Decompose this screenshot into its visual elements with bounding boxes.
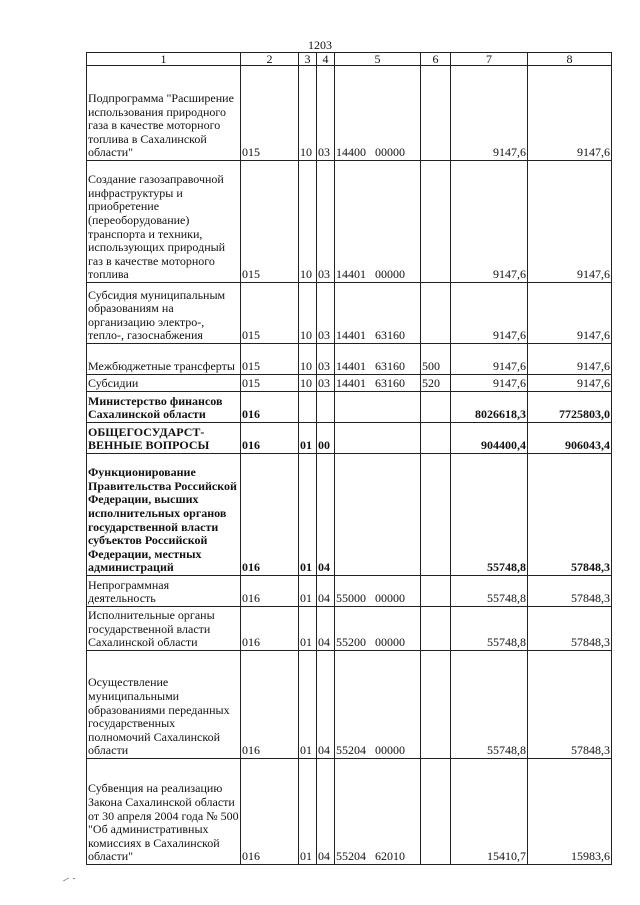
row-name-cell: Субсидии bbox=[87, 375, 241, 392]
header-cell: 2 bbox=[241, 53, 299, 66]
row-value-cell-c2: 016 bbox=[241, 392, 299, 423]
row-value-cell-c7: 55748,8 bbox=[451, 651, 528, 759]
row-value-cell-c8: 57848,3 bbox=[528, 576, 612, 607]
row-value-cell-c5: 55204 62010 bbox=[335, 759, 421, 865]
row-value-cell-c5: 55204 00000 bbox=[335, 651, 421, 759]
row-value-cell-c7: 55748,8 bbox=[451, 454, 528, 576]
stray-pen-mark: ˗˗ ˏ bbox=[60, 869, 77, 886]
table-row bbox=[87, 423, 612, 454]
header-cell: 8 bbox=[528, 53, 612, 66]
row-value-cell-c5: 14401 00000 bbox=[335, 161, 421, 283]
row-value-cell-c8: 9147,6 bbox=[528, 66, 612, 161]
row-value-cell-c8: 906043,4 bbox=[528, 423, 612, 454]
header-cell: 5 bbox=[335, 53, 421, 66]
row-value-cell-c4: 04 bbox=[317, 576, 335, 607]
row-value-cell-c7: 9147,6 bbox=[451, 161, 528, 283]
row-value-cell-c6: 500 bbox=[421, 344, 451, 375]
row-value-cell-c6 bbox=[421, 607, 451, 651]
header-cell: 7 bbox=[451, 53, 528, 66]
table-row bbox=[87, 344, 612, 375]
row-value-cell-c7: 55748,8 bbox=[451, 576, 528, 607]
row-value-cell-c8: 9147,6 bbox=[528, 283, 612, 344]
row-value-cell-c5 bbox=[335, 454, 421, 576]
row-value-cell-c2: 016 bbox=[241, 454, 299, 576]
row-value-cell-c8: 9147,6 bbox=[528, 161, 612, 283]
table-row bbox=[87, 283, 612, 344]
row-value-cell-c4: 00 bbox=[317, 423, 335, 454]
table-row bbox=[87, 651, 612, 759]
row-value-cell-c3: 01 bbox=[299, 423, 317, 454]
row-name-cell: Министерство финансов Сахалинской области bbox=[87, 392, 241, 423]
row-value-cell-c5 bbox=[335, 392, 421, 423]
row-value-cell-c8: 15983,6 bbox=[528, 759, 612, 865]
row-value-cell-c2: 016 bbox=[241, 759, 299, 865]
page-number: 1203 bbox=[308, 38, 332, 52]
row-value-cell-c8: 7725803,0 bbox=[528, 392, 612, 423]
row-value-cell-c2: 015 bbox=[241, 66, 299, 161]
table-row bbox=[87, 161, 612, 283]
row-value-cell-c3: 01 bbox=[299, 651, 317, 759]
row-value-cell-c2: 015 bbox=[241, 283, 299, 344]
row-value-cell-c4: 03 bbox=[317, 66, 335, 161]
row-name-cell: Подпрограмма "Расширение использования природного газа в качестве моторного топлива в Сахалинской области" bbox=[87, 66, 241, 161]
row-value-cell-c6 bbox=[421, 283, 451, 344]
row-value-cell-c3: 10 bbox=[299, 283, 317, 344]
row-name-cell: Межбюджетные трансферты bbox=[87, 344, 241, 375]
row-value-cell-c4: 04 bbox=[317, 607, 335, 651]
row-value-cell-c8: 57848,3 bbox=[528, 454, 612, 576]
row-value-cell-c8: 57848,3 bbox=[528, 607, 612, 651]
row-value-cell-c3: 10 bbox=[299, 66, 317, 161]
row-value-cell-c7: 55748,8 bbox=[451, 607, 528, 651]
row-value-cell-c6 bbox=[421, 423, 451, 454]
row-value-cell-c3: 01 bbox=[299, 759, 317, 865]
row-value-cell-c8: 9147,6 bbox=[528, 375, 612, 392]
row-value-cell-c3 bbox=[299, 392, 317, 423]
table-row bbox=[87, 454, 612, 576]
row-value-cell-c2: 016 bbox=[241, 576, 299, 607]
table-row bbox=[87, 576, 612, 607]
row-value-cell-c4: 03 bbox=[317, 283, 335, 344]
row-value-cell-c5 bbox=[335, 423, 421, 454]
row-value-cell-c2: 016 bbox=[241, 607, 299, 651]
row-value-cell-c4 bbox=[317, 392, 335, 423]
header-cell: 1 bbox=[87, 53, 241, 66]
row-value-cell-c2: 016 bbox=[241, 651, 299, 759]
row-value-cell-c7: 9147,6 bbox=[451, 66, 528, 161]
row-name-cell: ОБЩЕГОСУДАРСТ-ВЕННЫЕ ВОПРОСЫ bbox=[87, 423, 241, 454]
header-cell: 6 bbox=[421, 53, 451, 66]
row-value-cell-c7: 9147,6 bbox=[451, 344, 528, 375]
row-value-cell-c8: 57848,3 bbox=[528, 651, 612, 759]
row-value-cell-c6 bbox=[421, 454, 451, 576]
row-value-cell-c6 bbox=[421, 651, 451, 759]
row-name-cell: Субвенция на реализацию Закона Сахалинской области от 30 апреля 2004 года № 500 "Об административных комиссиях в Сахалинской области" bbox=[87, 759, 241, 865]
row-value-cell-c3: 01 bbox=[299, 576, 317, 607]
row-value-cell-c5: 55200 00000 bbox=[335, 607, 421, 651]
row-value-cell-c2: 015 bbox=[241, 161, 299, 283]
row-name-cell: Исполнительные органы государственной власти Сахалинской области bbox=[87, 607, 241, 651]
row-value-cell-c4: 04 bbox=[317, 651, 335, 759]
row-value-cell-c6 bbox=[421, 392, 451, 423]
row-value-cell-c3: 01 bbox=[299, 454, 317, 576]
row-name-cell: Непрограммная деятельность bbox=[87, 576, 241, 607]
row-value-cell-c8: 9147,6 bbox=[528, 344, 612, 375]
row-value-cell-c6: 520 bbox=[421, 375, 451, 392]
header-row bbox=[87, 53, 612, 66]
row-value-cell-c6 bbox=[421, 161, 451, 283]
row-value-cell-c6 bbox=[421, 576, 451, 607]
table-row bbox=[87, 66, 612, 161]
row-value-cell-c6 bbox=[421, 66, 451, 161]
row-value-cell-c3: 10 bbox=[299, 344, 317, 375]
row-value-cell-c7: 15410,7 bbox=[451, 759, 528, 865]
row-name-cell: Создание газозаправочной инфраструктуры и приобретение (переоборудование) транспорта и техники, использующих природный газ в качестве моторного топлива bbox=[87, 161, 241, 283]
row-name-cell: Функционирование Правительства Российской Федерации, высших исполнительных органов государственной власти субъектов Российской Федерации, местных администраций bbox=[87, 454, 241, 576]
row-value-cell-c6 bbox=[421, 759, 451, 865]
table-row bbox=[87, 392, 612, 423]
row-value-cell-c5: 14401 63160 bbox=[335, 344, 421, 375]
row-value-cell-c4: 03 bbox=[317, 161, 335, 283]
row-value-cell-c2: 015 bbox=[241, 375, 299, 392]
row-value-cell-c7: 8026618,3 bbox=[451, 392, 528, 423]
header-cell: 3 bbox=[299, 53, 317, 66]
table-row bbox=[87, 375, 612, 392]
row-value-cell-c2: 016 bbox=[241, 423, 299, 454]
row-value-cell-c5: 14401 63160 bbox=[335, 283, 421, 344]
row-value-cell-c7: 9147,6 bbox=[451, 375, 528, 392]
budget-table bbox=[86, 52, 612, 865]
row-value-cell-c5: 14400 00000 bbox=[335, 66, 421, 161]
row-value-cell-c4: 03 bbox=[317, 344, 335, 375]
header-cell: 4 bbox=[317, 53, 335, 66]
row-value-cell-c7: 9147,6 bbox=[451, 283, 528, 344]
row-value-cell-c5: 55000 00000 bbox=[335, 576, 421, 607]
row-name-cell: Осуществление муниципальными образованиями переданных государственных полномочий Сахалинской области bbox=[87, 651, 241, 759]
row-value-cell-c3: 10 bbox=[299, 161, 317, 283]
row-value-cell-c3: 10 bbox=[299, 375, 317, 392]
row-value-cell-c7: 904400,4 bbox=[451, 423, 528, 454]
table-row bbox=[87, 759, 612, 865]
row-name-cell: Субсидия муниципальным образованиям на организацию электро-, тепло-, газоснабжения bbox=[87, 283, 241, 344]
table-row bbox=[87, 607, 612, 651]
row-value-cell-c4: 04 bbox=[317, 759, 335, 865]
row-value-cell-c4: 03 bbox=[317, 375, 335, 392]
row-value-cell-c4: 04 bbox=[317, 454, 335, 576]
row-value-cell-c2: 015 bbox=[241, 344, 299, 375]
row-value-cell-c5: 14401 63160 bbox=[335, 375, 421, 392]
row-value-cell-c3: 01 bbox=[299, 607, 317, 651]
